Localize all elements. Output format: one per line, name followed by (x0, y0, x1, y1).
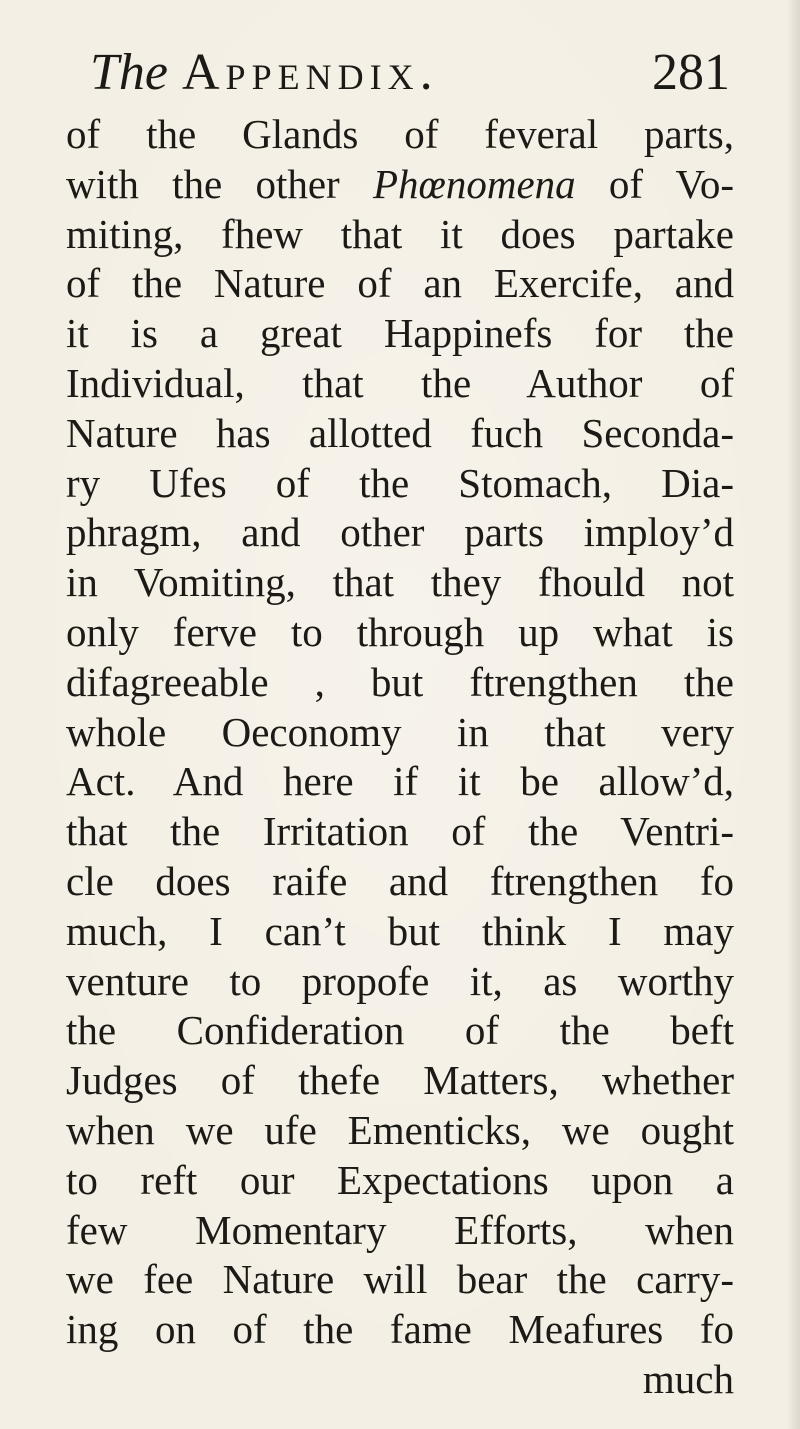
line-text: with the other (66, 160, 373, 207)
text-line (66, 558, 734, 608)
text-line (66, 508, 734, 558)
text-line (66, 608, 734, 658)
line-text: much (642, 1355, 734, 1402)
text-line (66, 309, 734, 359)
running-head-appendix: Appendix. (182, 44, 439, 101)
line-text: few Momentary Efforts, when (66, 1206, 734, 1253)
text-line (66, 1255, 734, 1305)
running-head-title (90, 38, 439, 108)
line-text: the Confideration of the beft (66, 1007, 734, 1054)
running-header (90, 38, 730, 108)
line-text: phragm, and other parts imploy’d (66, 509, 734, 556)
line-text: we fee Nature will bear the carry- (66, 1256, 734, 1303)
text-line (66, 1355, 734, 1405)
text-line (66, 1006, 734, 1056)
line-text: ing on of the fame Meafures fo (66, 1306, 734, 1353)
text-line (66, 1156, 734, 1206)
text-line (66, 1056, 734, 1106)
text-line (66, 658, 734, 708)
text-line (66, 1106, 734, 1156)
page-edge-shadow (786, 0, 800, 1429)
text-line (66, 459, 734, 509)
page-number: 281 (652, 44, 730, 101)
text-line (66, 907, 734, 957)
text-line (66, 757, 734, 807)
line-text: Individual, that the Author of (66, 359, 734, 406)
line-text: miting, fhew that it does partake (66, 210, 734, 257)
line-text: cle does raife and ftrengthen fo (66, 857, 734, 904)
line-text: much, I can’t but think I may (66, 907, 734, 954)
line-text: of the Glands of feveral parts, (66, 111, 734, 157)
line-text: that the Irritation of the Ventri- (66, 808, 734, 855)
line-text: Nature has allotted fuch Seconda- (66, 409, 734, 456)
text-line (66, 359, 734, 409)
line-text: of the Nature of an Exercife, and (66, 260, 734, 307)
line-text: difagreeable , but ftrengthen the (66, 658, 734, 705)
text-line (66, 110, 734, 160)
text-line (66, 409, 734, 459)
text-line (66, 957, 734, 1007)
line-text: of Vo- (575, 160, 734, 207)
line-text: whole Oeconomy in that very (66, 708, 734, 755)
text-line (66, 708, 734, 758)
italic-term: Phœnomena (372, 160, 576, 207)
text-line (66, 857, 734, 907)
line-text: to reft our Expectations upon a (66, 1156, 734, 1203)
line-text: ry Ufes of the Stomach, Dia- (66, 459, 734, 506)
line-text: venture to propofe it, as worthy (66, 957, 734, 1004)
line-text: only ferve to through up what is (66, 608, 734, 655)
body-text (66, 110, 734, 1405)
line-text: Act. And here if it be allow’d, (66, 758, 734, 805)
text-line (66, 210, 734, 260)
text-line (66, 1206, 734, 1256)
text-line (66, 160, 734, 210)
line-text: Judges of thefe Matters, whether (66, 1057, 734, 1104)
line-text: when we ufe Ementicks, we ought (66, 1106, 734, 1153)
line-text: it is a great Happinefs for the (66, 310, 734, 357)
running-head-the: The (90, 44, 168, 101)
text-line (66, 1305, 734, 1355)
text-line (66, 259, 734, 309)
text-line (66, 807, 734, 857)
line-text: in Vomiting, that they fhould not (66, 559, 734, 606)
